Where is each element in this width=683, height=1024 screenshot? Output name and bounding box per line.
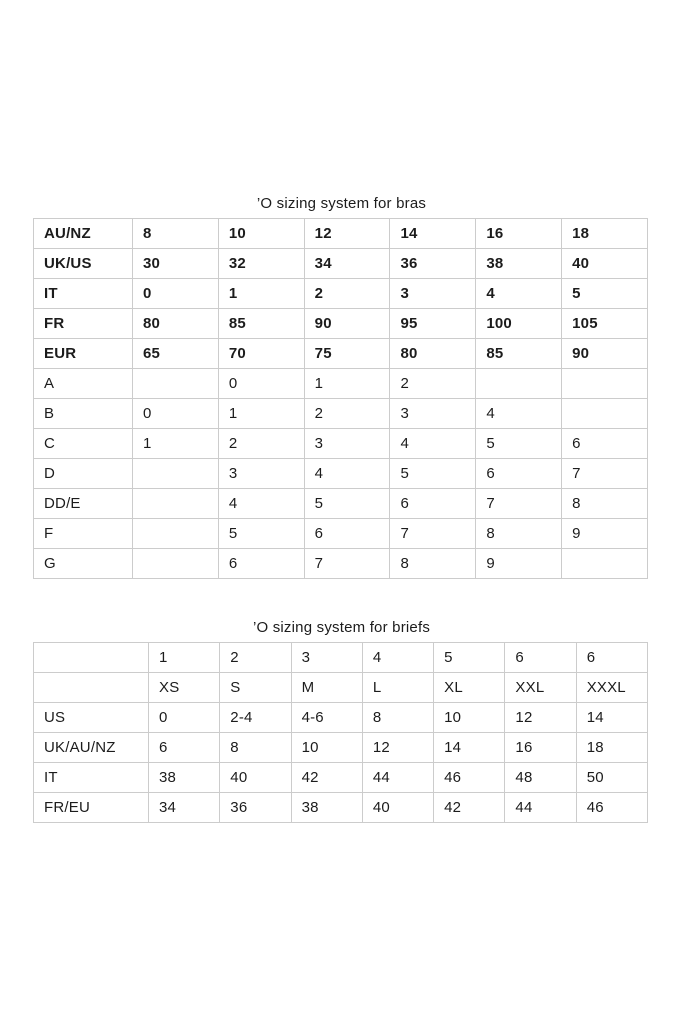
row-label-cell: US — [34, 703, 149, 733]
table-row — [34, 793, 648, 823]
table-row — [34, 369, 648, 399]
size-value-cell: 14 — [390, 219, 476, 249]
briefs-size-chart-section — [0, 619, 683, 823]
bras-chart-title: ’O sizing system for bras — [256, 195, 427, 212]
size-value-cell: 4 — [304, 459, 390, 489]
size-value-cell: 7 — [390, 519, 476, 549]
size-value-cell: 70 — [218, 339, 304, 369]
table-row — [34, 643, 648, 673]
size-value-cell: 3 — [304, 429, 390, 459]
size-value-cell: 16 — [505, 733, 576, 763]
size-value-cell: XL — [434, 673, 505, 703]
size-value-cell: 6 — [149, 733, 220, 763]
size-value-cell: 2 — [220, 643, 291, 673]
size-value-cell — [562, 549, 648, 579]
size-value-cell: 42 — [434, 793, 505, 823]
size-value-cell: 4 — [218, 489, 304, 519]
size-value-cell: 0 — [218, 369, 304, 399]
table-row — [34, 549, 648, 579]
table-row — [34, 399, 648, 429]
size-value-cell: 46 — [576, 793, 647, 823]
size-value-cell: M — [291, 673, 362, 703]
size-value-cell: 5 — [562, 279, 648, 309]
size-value-cell: 9 — [476, 549, 562, 579]
size-value-cell — [562, 369, 648, 399]
size-value-cell: 36 — [220, 793, 291, 823]
size-value-cell — [133, 369, 219, 399]
size-value-cell: 9 — [562, 519, 648, 549]
size-value-cell: 3 — [291, 643, 362, 673]
size-value-cell: 12 — [362, 733, 433, 763]
table-row — [34, 763, 648, 793]
size-value-cell: XXXL — [576, 673, 647, 703]
size-value-cell: 1 — [304, 369, 390, 399]
size-value-cell: 0 — [149, 703, 220, 733]
table-row — [34, 519, 648, 549]
size-value-cell: 8 — [362, 703, 433, 733]
table-row — [34, 673, 648, 703]
table-row — [34, 429, 648, 459]
briefs-size-table — [33, 642, 648, 823]
table-row — [34, 219, 648, 249]
size-value-cell: 1 — [149, 643, 220, 673]
size-value-cell: 42 — [291, 763, 362, 793]
row-label-cell: A — [34, 369, 133, 399]
size-value-cell: 3 — [390, 279, 476, 309]
size-value-cell: 48 — [505, 763, 576, 793]
size-value-cell: 6 — [505, 643, 576, 673]
size-value-cell: 40 — [362, 793, 433, 823]
size-value-cell: 1 — [218, 279, 304, 309]
size-value-cell: 8 — [133, 219, 219, 249]
size-value-cell: 7 — [476, 489, 562, 519]
size-value-cell: 10 — [434, 703, 505, 733]
size-value-cell: 12 — [304, 219, 390, 249]
row-label-cell: DD/E — [34, 489, 133, 519]
size-value-cell: 100 — [476, 309, 562, 339]
size-value-cell: S — [220, 673, 291, 703]
size-value-cell: 6 — [476, 459, 562, 489]
size-value-cell: 7 — [562, 459, 648, 489]
size-value-cell: L — [362, 673, 433, 703]
size-value-cell: 1 — [133, 429, 219, 459]
size-value-cell: 4-6 — [291, 703, 362, 733]
briefs-chart-title: ’O sizing system for briefs — [252, 619, 431, 636]
size-value-cell: 2-4 — [220, 703, 291, 733]
size-value-cell: 5 — [390, 459, 476, 489]
table-row — [34, 249, 648, 279]
size-value-cell: 4 — [390, 429, 476, 459]
size-value-cell: 36 — [390, 249, 476, 279]
size-value-cell: 30 — [133, 249, 219, 279]
size-value-cell — [476, 369, 562, 399]
size-value-cell: 1 — [218, 399, 304, 429]
size-value-cell: 8 — [220, 733, 291, 763]
size-value-cell — [133, 489, 219, 519]
size-value-cell: 4 — [362, 643, 433, 673]
size-value-cell: 6 — [390, 489, 476, 519]
size-value-cell: 6 — [562, 429, 648, 459]
size-value-cell: 12 — [505, 703, 576, 733]
size-value-cell — [562, 399, 648, 429]
size-value-cell: 0 — [133, 399, 219, 429]
size-value-cell: 85 — [476, 339, 562, 369]
row-label-cell — [34, 643, 149, 673]
size-value-cell: 3 — [218, 459, 304, 489]
size-value-cell: 34 — [149, 793, 220, 823]
row-label-cell: IT — [34, 279, 133, 309]
size-value-cell — [133, 519, 219, 549]
size-value-cell: 5 — [304, 489, 390, 519]
size-value-cell: 32 — [218, 249, 304, 279]
size-value-cell: 5 — [218, 519, 304, 549]
size-value-cell: 34 — [304, 249, 390, 279]
bras-size-table — [33, 218, 648, 579]
size-value-cell: 38 — [291, 793, 362, 823]
size-value-cell: 14 — [576, 703, 647, 733]
size-value-cell: XS — [149, 673, 220, 703]
size-value-cell: 6 — [218, 549, 304, 579]
size-value-cell: 10 — [291, 733, 362, 763]
size-value-cell: 2 — [304, 399, 390, 429]
size-value-cell: 80 — [390, 339, 476, 369]
size-value-cell: 5 — [476, 429, 562, 459]
size-value-cell: 2 — [304, 279, 390, 309]
row-label-cell: B — [34, 399, 133, 429]
size-value-cell: 90 — [304, 309, 390, 339]
size-value-cell: 80 — [133, 309, 219, 339]
size-value-cell: 16 — [476, 219, 562, 249]
row-label-cell — [34, 673, 149, 703]
size-value-cell: 40 — [220, 763, 291, 793]
table-row — [34, 733, 648, 763]
size-value-cell: 4 — [476, 279, 562, 309]
row-label-cell: FR/EU — [34, 793, 149, 823]
size-value-cell: 8 — [476, 519, 562, 549]
row-label-cell: G — [34, 549, 133, 579]
size-value-cell: 10 — [218, 219, 304, 249]
size-value-cell: 44 — [505, 793, 576, 823]
size-value-cell: 8 — [390, 549, 476, 579]
table-row — [34, 459, 648, 489]
row-label-cell: UK/AU/NZ — [34, 733, 149, 763]
size-value-cell: 6 — [304, 519, 390, 549]
row-label-cell: C — [34, 429, 133, 459]
size-value-cell: 18 — [562, 219, 648, 249]
size-value-cell — [133, 459, 219, 489]
row-label-cell: IT — [34, 763, 149, 793]
size-value-cell: 0 — [133, 279, 219, 309]
row-label-cell: D — [34, 459, 133, 489]
size-value-cell: 4 — [476, 399, 562, 429]
size-value-cell: 44 — [362, 763, 433, 793]
size-value-cell: 38 — [149, 763, 220, 793]
size-value-cell: 6 — [576, 643, 647, 673]
row-label-cell: F — [34, 519, 133, 549]
size-value-cell: 65 — [133, 339, 219, 369]
size-value-cell: 38 — [476, 249, 562, 279]
table-row — [34, 309, 648, 339]
size-value-cell — [133, 549, 219, 579]
row-label-cell: EUR — [34, 339, 133, 369]
size-value-cell: 8 — [562, 489, 648, 519]
size-value-cell: 18 — [576, 733, 647, 763]
size-value-cell: XXL — [505, 673, 576, 703]
size-value-cell: 85 — [218, 309, 304, 339]
size-value-cell: 40 — [562, 249, 648, 279]
row-label-cell: FR — [34, 309, 133, 339]
size-value-cell: 7 — [304, 549, 390, 579]
row-label-cell: AU/NZ — [34, 219, 133, 249]
size-value-cell: 3 — [390, 399, 476, 429]
size-value-cell: 75 — [304, 339, 390, 369]
table-row — [34, 339, 648, 369]
size-value-cell: 50 — [576, 763, 647, 793]
size-value-cell: 2 — [218, 429, 304, 459]
size-value-cell: 105 — [562, 309, 648, 339]
size-value-cell: 46 — [434, 763, 505, 793]
size-value-cell: 90 — [562, 339, 648, 369]
size-value-cell: 5 — [434, 643, 505, 673]
row-label-cell: UK/US — [34, 249, 133, 279]
table-row — [34, 489, 648, 519]
size-value-cell: 14 — [434, 733, 505, 763]
table-row — [34, 703, 648, 733]
size-value-cell: 2 — [390, 369, 476, 399]
size-value-cell: 95 — [390, 309, 476, 339]
table-row — [34, 279, 648, 309]
